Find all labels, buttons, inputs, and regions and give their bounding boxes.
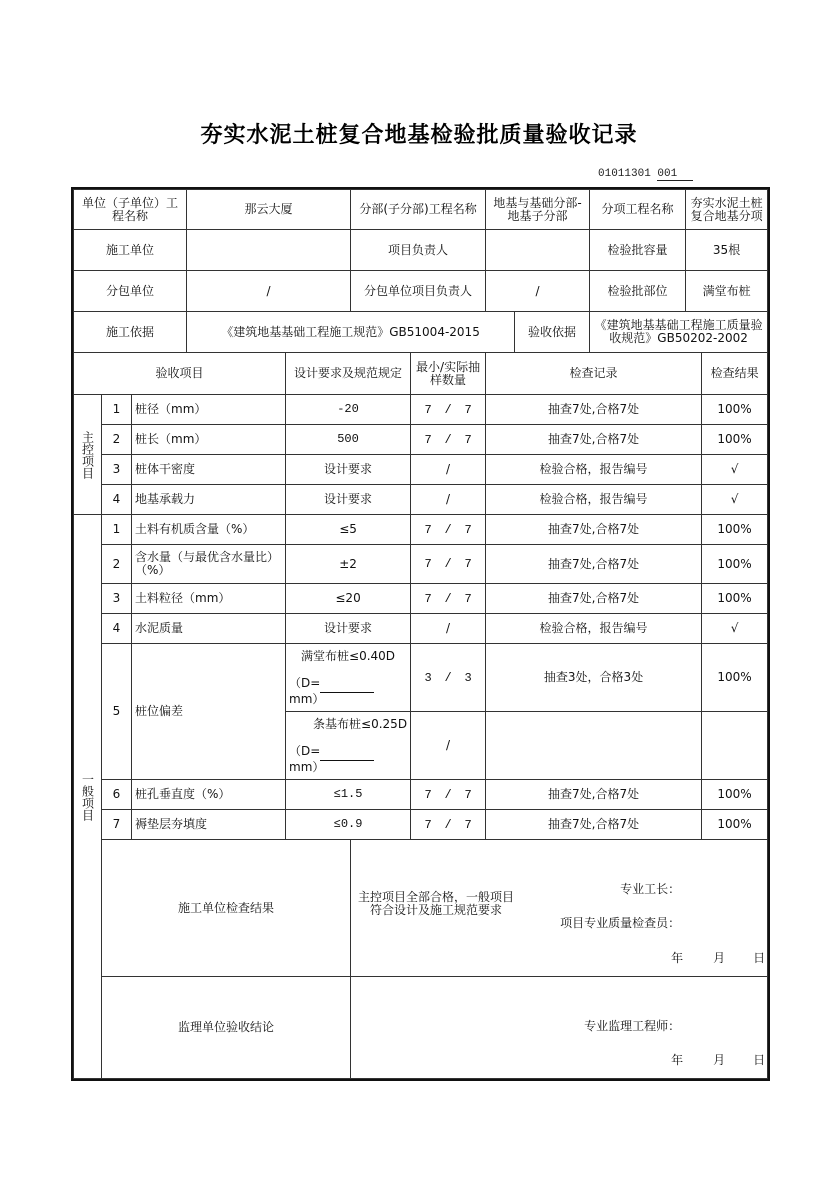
sub-pm-label: 分包单位项目负责人 [351,271,486,312]
row-no: 2 [102,545,132,584]
d-value-blank[interactable] [320,748,374,761]
d-suffix: mm） [289,691,325,706]
row-no: 3 [102,455,132,485]
row-sample[interactable]: / [411,712,486,780]
general-group-text: 一般项目 [80,772,95,821]
row-sample[interactable]: / [411,455,486,485]
subitem-label: 分项工程名称 [590,190,686,230]
header-row-project [74,190,768,230]
date-day: 日 [753,951,766,965]
row-record[interactable]: 抽查7处,合格7处 [486,780,702,810]
row-requirement: 设计要求 [286,614,411,644]
row-record[interactable]: 抽查7处,合格7处 [486,545,702,584]
acceptance-basis-value[interactable]: 《建筑地基基础工程施工质量验收规范》GB50202-2002 [590,312,768,353]
row-record[interactable]: 抽查7处,合格7处 [486,810,702,840]
row-item-name: 土料有机质含量（%） [132,515,286,545]
inspection-form-table [73,189,768,1079]
row-sample[interactable] [411,780,486,810]
row-requirement: 设计要求 [286,455,411,485]
sample-sep: / [444,432,452,447]
row-result[interactable]: √ [702,455,768,485]
row-requirement: ≤1.5 [286,780,411,810]
division-value[interactable]: 地基与基础分部-地基子分部 [486,190,590,230]
sample-sep: / [444,402,452,417]
row-sample[interactable] [411,545,486,584]
row-item-name: 水泥质量 [132,614,286,644]
supervisor-check-row [74,977,768,1079]
basis-value[interactable]: 《建筑地基基础工程施工规范》GB51004-2015 [187,312,515,353]
row-item-name: 桩孔垂直度（%） [132,780,286,810]
general-row [74,584,768,614]
col-header-record: 检查记录 [486,353,702,395]
col-header-sample: 最小/实际抽样数量 [411,353,486,395]
document-title: 夯实水泥土桩复合地基检验批质量验收记录 [200,122,638,148]
row-item-name: 桩径（mm） [132,395,286,425]
row-no: 6 [102,780,132,810]
row-no: 1 [102,515,132,545]
sample-min: 7 [424,591,432,606]
row-result[interactable]: 100% [702,425,768,455]
header-row-basis [74,312,768,353]
req-a-text: 满堂布桩≤0.40D [301,648,396,663]
location-value[interactable]: 满堂布桩 [686,271,768,312]
column-header-row [74,353,768,395]
document-number-suffix: 001 [657,168,693,181]
row-sample[interactable] [411,644,486,712]
sub-pm-value[interactable]: / [486,271,590,312]
date-month: 月 [713,1053,726,1067]
row-sample[interactable] [411,515,486,545]
row-no: 2 [102,425,132,455]
general-row [74,545,768,584]
row-record[interactable]: 抽查7处,合格7处 [486,515,702,545]
sample-min: 7 [424,432,432,447]
row-requirement: ±2 [286,545,411,584]
req-b-d [289,745,407,774]
row-result[interactable]: 100% [702,515,768,545]
row-sample[interactable] [411,584,486,614]
basis-label: 施工依据 [74,312,187,353]
sample-sep: / [444,557,452,571]
acceptance-basis-label: 验收依据 [515,312,590,353]
date-day: 日 [753,1053,766,1067]
main-control-row [74,395,768,425]
row-record[interactable]: 检验合格，报告编号 [486,614,702,644]
row-item-name: 桩长（mm） [132,425,286,455]
row-sample[interactable]: / [411,614,486,644]
contractor-check-label: 施工单位检查结果 [102,840,351,977]
row-result[interactable]: 100% [702,395,768,425]
sample-min: 7 [424,402,432,417]
supervisor-check-content[interactable] [351,977,768,1079]
foreman-label: 专业工长： [620,882,681,896]
sample-actual: 3 [464,670,472,685]
row-no: 5 [102,644,132,780]
sample-sep: / [444,787,452,802]
unit-project-value[interactable]: 那云大厦 [187,190,351,230]
d-prefix: （D= [289,675,321,690]
row-requirement-b [286,712,411,780]
d-suffix: mm） [289,759,325,774]
row-item-name: 土料粒径（mm） [132,584,286,614]
row-result-empty[interactable] [702,712,768,780]
contractor-value[interactable] [187,230,351,271]
header-row-contractor [74,230,768,271]
row-result[interactable]: 100% [702,644,768,712]
row-record[interactable]: 抽查7处,合格7处 [486,584,702,614]
row-item-name: 地基承载力 [132,485,286,515]
sample-min: 7 [424,787,432,802]
row-sample[interactable] [411,810,486,840]
inspector-label: 项目专业质量检查员： [560,916,681,930]
general-row [74,780,768,810]
date-year: 年 [671,951,684,965]
main-control-row [74,425,768,455]
date-year: 年 [671,1053,684,1067]
d-prefix: （D= [289,743,321,758]
row-sample[interactable] [411,425,486,455]
row-requirement-a [286,644,411,712]
main-control-row [74,455,768,485]
subitem-value[interactable]: 夯实水泥土桩复合地基分项 [686,190,768,230]
row-result[interactable]: 100% [702,545,768,584]
sample-actual: 7 [464,591,472,606]
row-sample[interactable]: / [411,485,486,515]
col-header-result: 检查结果 [702,353,768,395]
contractor-check-row [74,840,768,977]
row-requirement: ≤0.9 [286,810,411,840]
location-label: 检验批部位 [590,271,686,312]
row-item-name: 含水量（与最优含水量比）（%） [132,545,286,584]
sample-actual: 7 [464,522,472,537]
col-header-requirement: 设计要求及规范规定 [286,353,411,395]
general-row-5a [74,644,768,712]
general-group-label [74,515,102,1079]
subcontractor-label: 分包单位 [74,271,187,312]
row-record[interactable]: 检验合格，报告编号 [486,455,702,485]
row-requirement: 500 [286,425,411,455]
row-result[interactable]: √ [702,614,768,644]
row-no: 4 [102,614,132,644]
row-requirement: 设计要求 [286,485,411,515]
contractor-check-content[interactable] [351,840,768,977]
sample-actual: 7 [464,432,472,447]
sample-sep: / [444,670,452,685]
req-a-d [289,677,407,706]
row-result[interactable]: √ [702,485,768,515]
row-requirement: -20 [286,395,411,425]
row-requirement: ≤5 [286,515,411,545]
supervisor-check-label: 监理单位验收结论 [102,977,351,1079]
contractor-label: 施工单位 [74,230,187,271]
sample-min: 7 [424,522,432,537]
general-row [74,515,768,545]
row-record[interactable]: 抽查7处,合格7处 [486,425,702,455]
row-record[interactable]: 检验合格，报告编号 [486,485,702,515]
document-number [598,168,693,180]
row-sample[interactable] [411,395,486,425]
capacity-label: 检验批容量 [590,230,686,271]
row-result[interactable]: 100% [702,810,768,840]
sample-sep: / [444,817,452,832]
main-control-row [74,485,768,515]
sample-sep: / [444,522,452,537]
pm-value[interactable] [486,230,590,271]
row-result[interactable]: 100% [702,584,768,614]
row-no: 7 [102,810,132,840]
sample-actual: 7 [464,402,472,417]
sample-min: 7 [424,557,432,571]
d-value-blank[interactable] [320,680,374,693]
subcontractor-value[interactable]: / [187,271,351,312]
row-item-name: 桩体干密度 [132,455,286,485]
header-row-subcontractor [74,271,768,312]
document-number-prefix: 01011301 [598,168,651,180]
contractor-check-body [351,840,767,976]
capacity-value[interactable]: 35根 [686,230,768,271]
row-item-name: 褥垫层夯填度 [132,810,286,840]
main-control-group-label [74,395,102,515]
row-no: 3 [102,584,132,614]
division-label: 分部(子分部)工程名称 [351,190,486,230]
row-no: 4 [102,485,132,515]
sample-min: 7 [424,817,432,832]
row-requirement: ≤20 [286,584,411,614]
row-record[interactable]: 抽查7处,合格7处 [486,395,702,425]
sample-actual: 7 [464,817,472,832]
req-b-text: 条基布桩≤0.25D [313,716,408,731]
main-control-group-text: 主控项目 [80,430,95,479]
unit-project-label: 单位（子单位）工程名称 [74,190,187,230]
row-no: 1 [102,395,132,425]
row-record[interactable]: 抽查3处，合格3处 [486,644,702,712]
row-record-empty[interactable] [486,712,702,780]
contractor-conclusion: 主控项目全部合格，一般项目符合设计及施工规范要求 [358,890,515,917]
pm-label: 项目负责人 [351,230,486,271]
row-result[interactable]: 100% [702,780,768,810]
general-row [74,614,768,644]
supervisor-check-body [351,977,767,1078]
sample-actual: 7 [464,557,472,571]
engineer-label: 专业监理工程师： [584,1019,681,1033]
sample-actual: 7 [464,787,472,802]
general-row [74,810,768,840]
sample-sep: / [444,591,452,606]
sample-min: 3 [424,670,432,685]
date-month: 月 [713,951,726,965]
col-header-item: 验收项目 [74,353,286,395]
row-item-name: 桩位偏差 [132,644,286,780]
